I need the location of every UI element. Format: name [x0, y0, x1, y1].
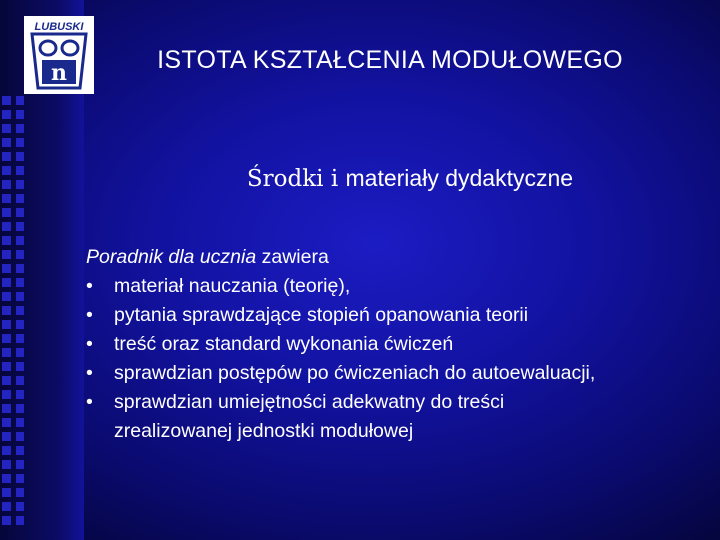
list-item-continuation: zrealizowanej jednostki modułowej: [114, 420, 414, 442]
list-item: [86, 301, 706, 330]
bullet-icon: •: [86, 304, 93, 326]
bullet-icon: •: [86, 362, 93, 384]
list-item-text: materiał nauczania (teorię),: [114, 275, 351, 297]
list-item-text: pytania sprawdzające stopień opanowania teorii: [114, 304, 529, 326]
list-item-text: sprawdzian postępów po ćwiczeniach do autoewaluacji,: [114, 362, 596, 384]
bullet-icon: •: [86, 391, 93, 413]
subtitle-part2: materiały dydaktyczne: [345, 165, 574, 191]
left-decor-squares: [2, 96, 24, 526]
subtitle-part1: Środki i: [246, 166, 346, 192]
bullet-icon: •: [86, 275, 93, 297]
slide-title: ISTOTA KSZTAŁCENIA MODUŁOWEGO: [157, 46, 623, 74]
list-item: [86, 330, 706, 359]
slide-body: [86, 243, 706, 446]
list-item: [86, 359, 706, 388]
bullet-icon: •: [86, 333, 93, 355]
list-item: [86, 272, 706, 301]
list-item-text: sprawdzian umiejętności adekwatny do treści: [114, 391, 505, 413]
intro-rest: zawiera: [256, 246, 329, 268]
logo-emblem-icon: [24, 16, 94, 94]
intro-line: [86, 243, 706, 272]
slide-subtitle: [160, 165, 660, 192]
logo-mark: n: [51, 60, 67, 86]
logo-text: LUBUSKI: [34, 21, 84, 33]
list-item-text: treść oraz standard wykonania ćwiczeń: [114, 333, 454, 355]
intro-lead: Poradnik dla ucznia: [86, 246, 257, 268]
list-item: [86, 388, 706, 446]
logo: [24, 16, 94, 94]
bullet-list: [86, 272, 706, 446]
